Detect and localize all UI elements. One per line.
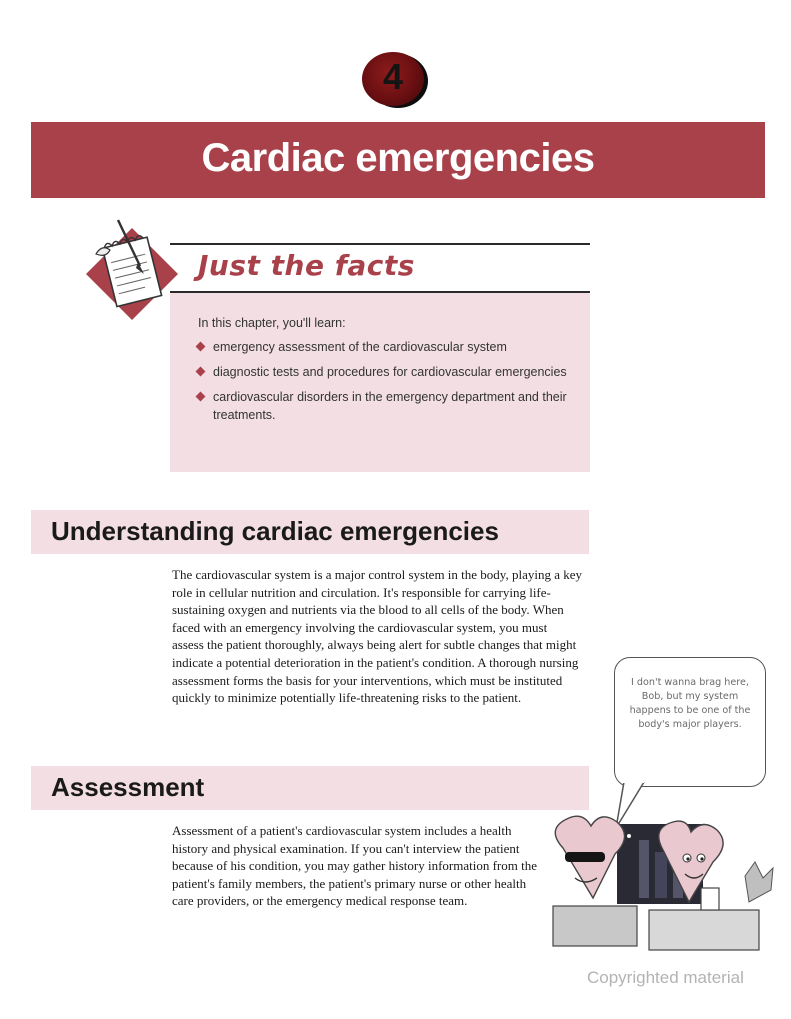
facts-intro: In this chapter, you'll learn: [198, 316, 346, 330]
speech-bubble-text: I don't wanna brag here, Bob, but my system happens to be one of the body's major players. [629, 677, 751, 730]
copyright-watermark: Copyrighted material [587, 968, 744, 987]
chapter-title: Cardiac emergencies [201, 136, 595, 180]
diamond-bullet-icon [196, 392, 206, 402]
section-heading: Understanding cardiac emergencies [51, 516, 499, 546]
section-header-assessment [31, 766, 589, 810]
list-item [196, 338, 576, 356]
facts-list [196, 338, 576, 431]
list-item [196, 388, 576, 424]
section-heading: Assessment [51, 772, 205, 802]
list-item-text: diagnostic tests and procedures for cardiovascular emergencies [213, 365, 567, 379]
diamond-bullet-icon [196, 367, 206, 377]
facts-rule-top [170, 243, 590, 245]
chapter-number-badge [362, 52, 428, 108]
chapter-title-banner [31, 122, 765, 198]
list-item [196, 363, 576, 381]
section-header-understanding [31, 510, 589, 554]
chapter-number: 4 [382, 56, 404, 97]
list-item-text: cardiovascular disorders in the emergency department and their treatments. [213, 390, 567, 422]
notepad-icon [82, 214, 182, 332]
list-item-text: emergency assessment of the cardiovascular system [213, 340, 507, 354]
section-paragraph-assessment: Assessment of a patient's cardiovascular system includes a health history and physical examination. If you can't interview the patient because of his condition, you may gather history information from the patient's family members, the patient's primary nurse or other health care providers, or the emergency medical response team. [172, 823, 537, 909]
cartoon-hearts-illustration [545, 806, 775, 961]
speech-bubble [614, 657, 766, 787]
facts-rule-bottom [170, 291, 590, 293]
diamond-bullet-icon [196, 342, 206, 352]
facts-heading: Just the facts [198, 249, 415, 282]
section-paragraph-understanding: The cardiovascular system is a major control system in the body, playing a key role in cellular nutrition and circulation. It's responsible for carrying life-sustaining oxygen and nutrients via the blood to all cells of the body. When faced with an emergency involving the cardiovascular system, you must assess the patient thoroughly, always being alert for subtle changes that might indicate a potential deterioration in the patient's condition. A thorough nursing assessment forms the basis for your interventions, which must be instituted quickly to minimize potentially life-threatening risks to the patient. [172, 567, 582, 706]
